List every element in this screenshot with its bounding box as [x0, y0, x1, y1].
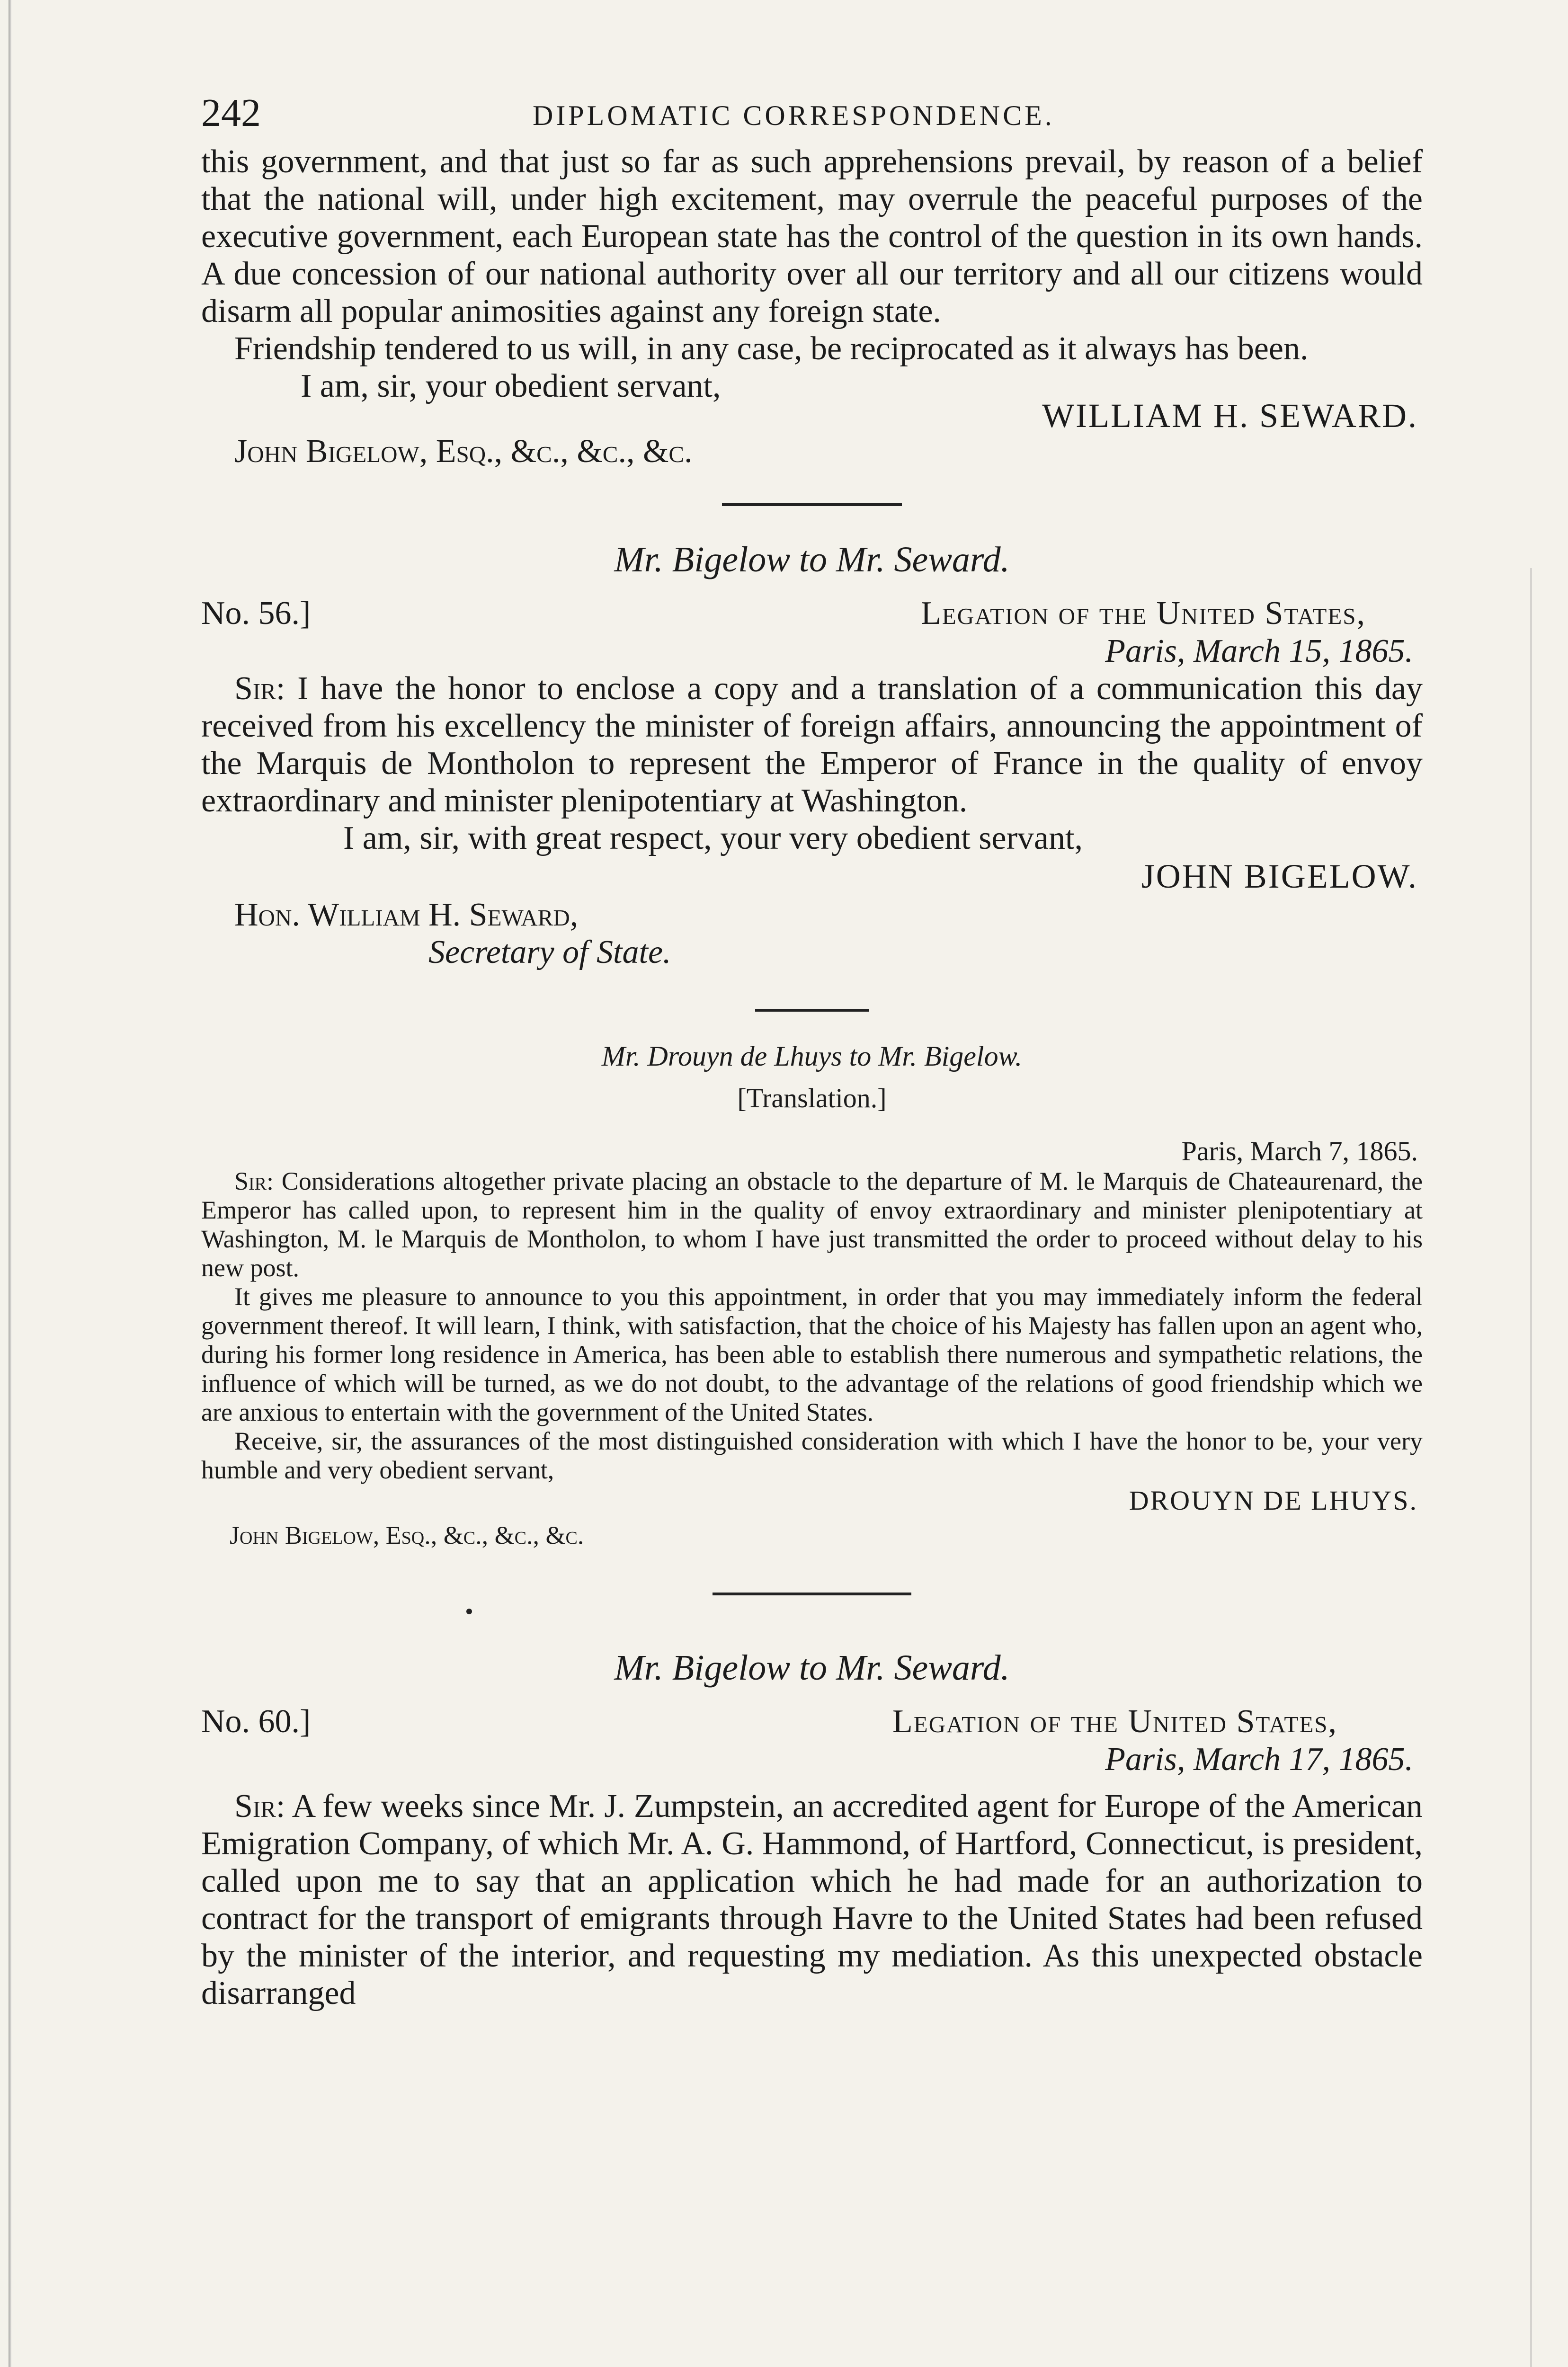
addressee-name: Hon. William H. Seward,	[234, 897, 579, 933]
letter-number-row	[201, 595, 1423, 632]
dispatch-number: No. 56.]	[201, 595, 311, 632]
section-divider	[713, 1593, 911, 1595]
friendship-paragraph: Friendship tendered to us will, in any case, be reciprocated as it always has been.	[234, 330, 1309, 367]
signature-bigelow: JOHN BIGELOW.	[1141, 857, 1418, 895]
letter-seward-continuation	[201, 143, 1423, 470]
letter-body	[201, 670, 1423, 819]
page-right-edge-line	[1530, 568, 1532, 2367]
signature-seward: WILLIAM H. SEWARD.	[1042, 397, 1418, 435]
salutation: Sir:	[234, 670, 285, 707]
addressee-bigelow: John Bigelow, Esq., &c., &c., &c.	[234, 433, 693, 470]
body-text-2: It gives me pleasure to announce to you this appointment, in order that you may immediately inform the federal government thereof. It will learn, I think, with satisfaction, that the choice of his Majesty has fallen upon an agent who, during his former long residence in America, has been able to establish there numerous and sympathetic relations, the influence of which will be turned, as we do not doubt, to the advantage of the relations of good friendship which we are anxious to entertain with the government of the United States.	[201, 1282, 1423, 1426]
section-divider	[722, 503, 902, 506]
translation-note: [Translation.]	[737, 1083, 887, 1113]
page-number: 242	[201, 91, 261, 135]
signature-drouyn: DROUYN DE LHUYS.	[1129, 1485, 1418, 1516]
printer-mark	[466, 1609, 472, 1614]
letter-drouyn-de-lhuys	[201, 1040, 1423, 1550]
closing-line: I am, sir, your obedient servant,	[301, 368, 721, 404]
section-divider	[755, 1009, 869, 1012]
place-date: Paris, March 7, 1865.	[1181, 1136, 1418, 1166]
letter-heading: Mr. Drouyn de Lhuys to Mr. Bigelow.	[601, 1041, 1023, 1072]
legation-line: Legation of the United States,	[921, 595, 1366, 632]
letter-body	[201, 1788, 1423, 2012]
page-binding-edge	[9, 0, 11, 2367]
body-text-3: Receive, sir, the assurances of the most distinguished consideration with which I have the honor to be, your very humble and very obedient servant,	[201, 1427, 1423, 1484]
legation-line: Legation of the United States,	[892, 1703, 1337, 1740]
place-date: Paris, March 15, 1865.	[1105, 633, 1413, 669]
letter-heading: Mr. Bigelow to Mr. Seward.	[614, 540, 1010, 579]
letter-bigelow-no60	[201, 1647, 1423, 2012]
continuation-paragraph: this government, and that just so far as such apprehensions prevail, by reason of a belief that the national will, under high excitement, may overrule the peaceful purposes of the executive government, each European state has the control of the question in its own hands. A due concession of our national authority over all our territory and all our citizens would disarm all popular animosities against any foreign state.	[201, 143, 1423, 329]
place-date: Paris, March 17, 1865.	[1105, 1741, 1413, 1778]
letter-number-row	[201, 1703, 1423, 1741]
letter-heading: Mr. Bigelow to Mr. Seward.	[614, 1648, 1010, 1688]
page-header	[201, 85, 1423, 137]
dispatch-number: No. 60.]	[201, 1703, 311, 1740]
body-text-1: Considerations altogether private placing an obstacle to the departure of M. le Marquis de Chateaurenard, the Emperor has called upon, to represent him in the quality of envoy extraordinary and minister plenipotentiary at Washington, M. le Marquis de Montholon, to whom I have just transmitted the order to proceed without delay to his new post.	[201, 1167, 1423, 1282]
body-text: I have the honor to enclose a copy and a translation of a communication this day received from his excellency the minister of foreign affairs, announcing the appointment of the Marquis de Montholon to represent the Emperor of France in the quality of envoy extraordinary and minister plenipotentiary at Washington.	[201, 670, 1423, 819]
running-title: DIPLOMATIC CORRESPONDENCE.	[533, 100, 1055, 131]
addressee-title: Secretary of State.	[428, 934, 671, 970]
page-content	[201, 85, 1423, 2012]
letter-body	[201, 1167, 1423, 1282]
addressee-bigelow: John Bigelow, Esq., &c., &c., &c.	[230, 1521, 584, 1549]
closing-line: I am, sir, with great respect, your very obedient servant,	[343, 820, 1083, 856]
body-text: A few weeks since Mr. J. Zumpstein, an accredited agent for Europe of the American Emigration Company, of which Mr. A. G. Hammond, of Hartford, Connecticut, is president, called upon me to say that an application which he had made for an authorization to contract for the transport of emigrants through Havre to the United States had been refused by the minister of the interior, and requesting my mediation. As this unexpected obstacle disarranged	[201, 1788, 1423, 2011]
salutation: Sir:	[234, 1167, 274, 1195]
salutation: Sir:	[234, 1788, 285, 1824]
letter-bigelow-no56	[201, 539, 1423, 971]
